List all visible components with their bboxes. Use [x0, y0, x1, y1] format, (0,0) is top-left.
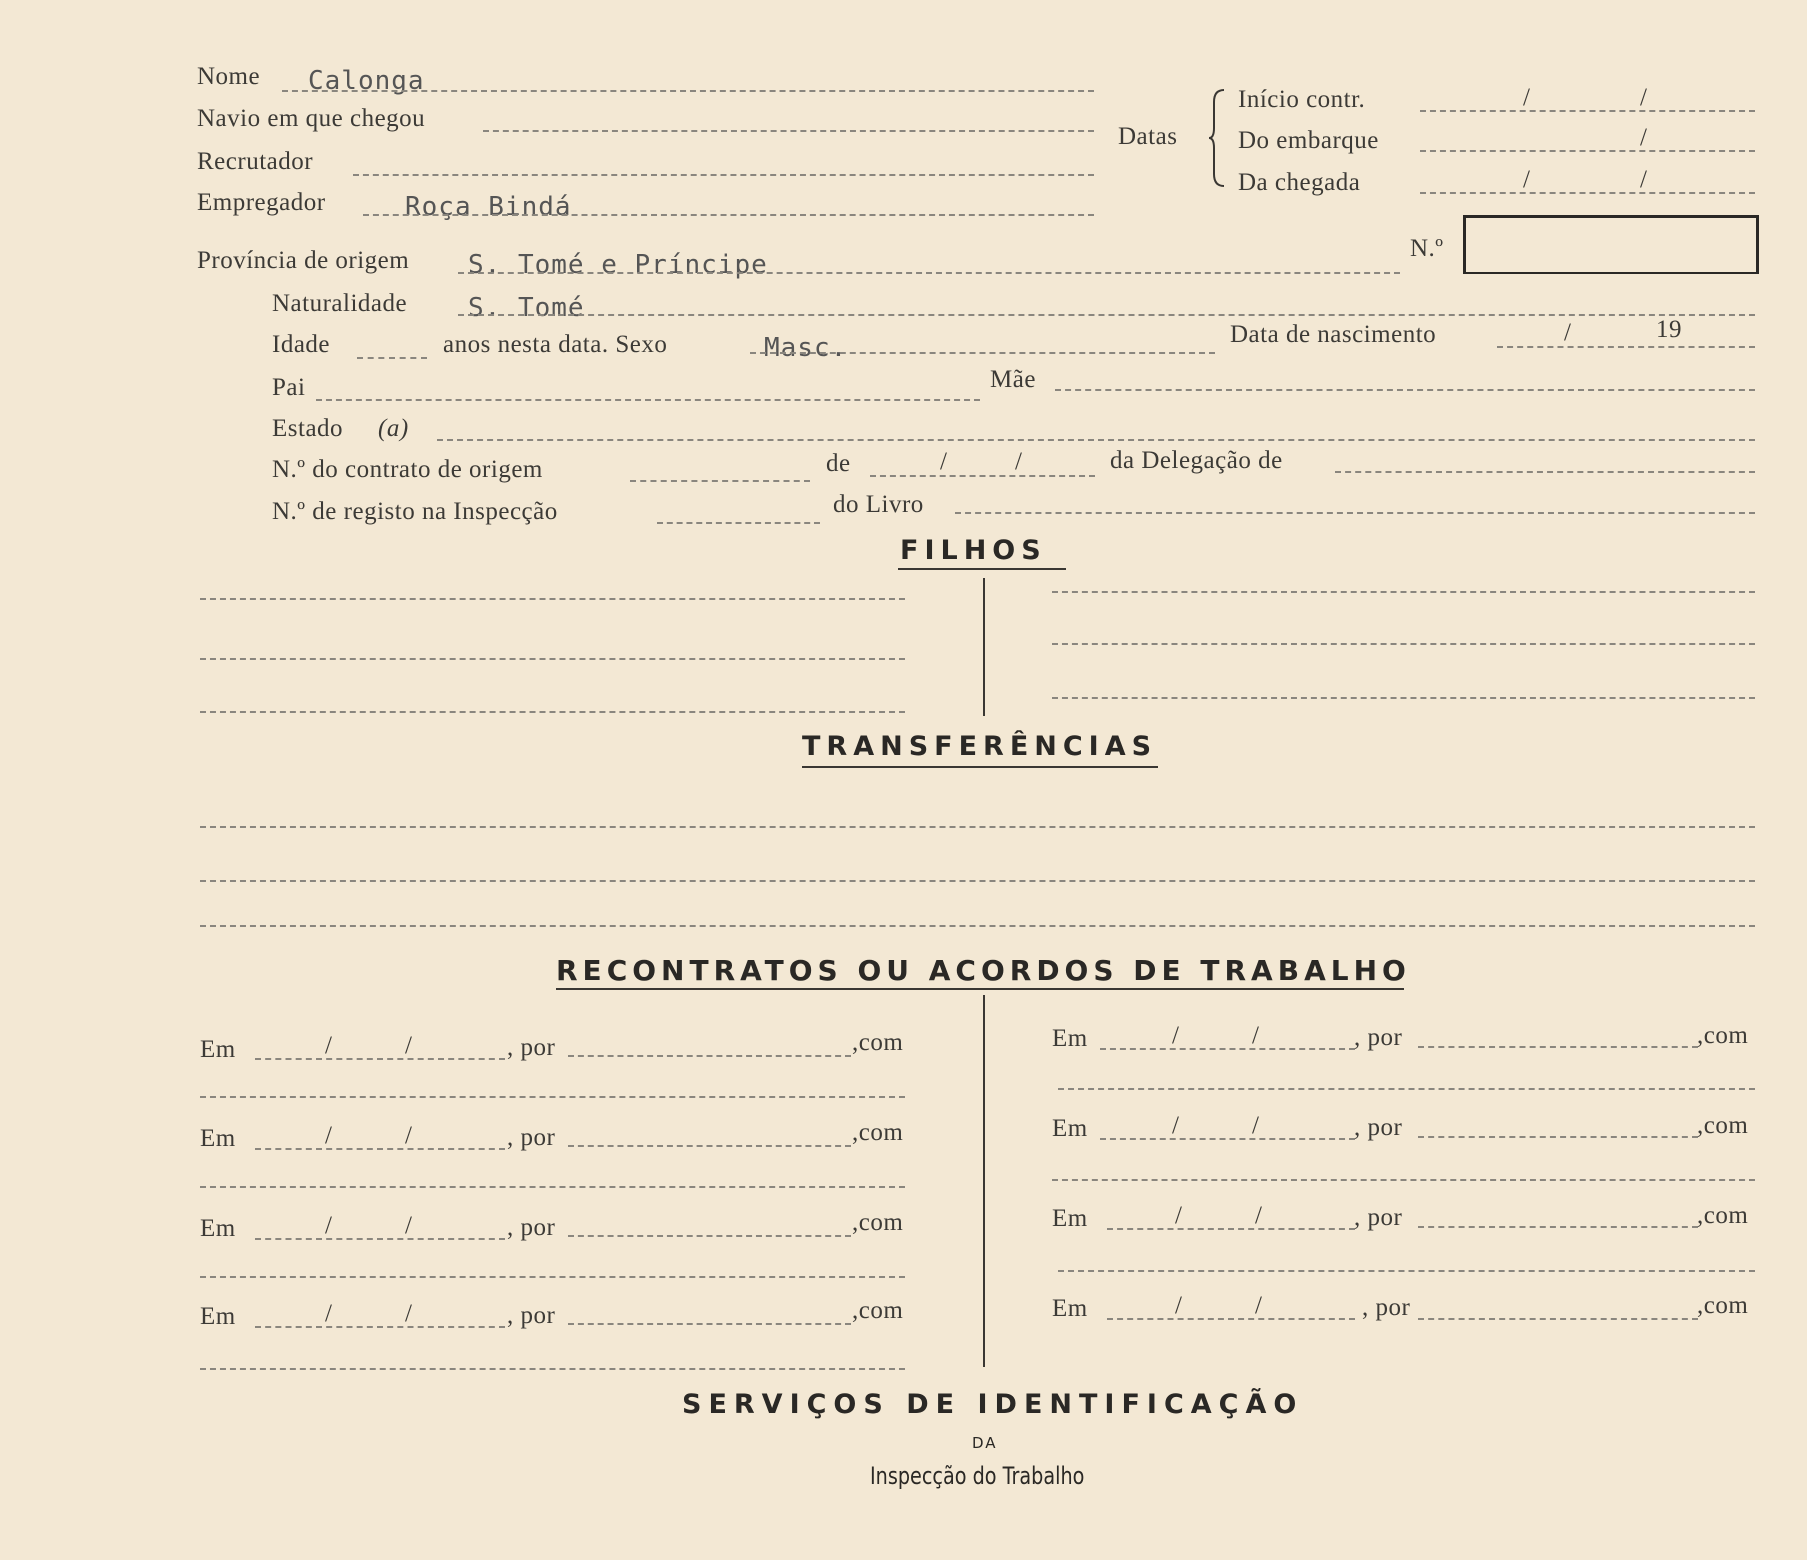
date-line[interactable] — [1100, 1048, 1355, 1050]
numero-box[interactable] — [1463, 215, 1759, 274]
registo-label: N.º de registo na Inspecção — [272, 498, 558, 525]
em-label: Em — [200, 1036, 236, 1063]
date-line[interactable] — [1107, 1318, 1355, 1320]
por-line[interactable] — [1418, 1136, 1698, 1138]
filhos-right-line-1 — [1052, 591, 1755, 593]
em-label: Em — [1052, 1025, 1088, 1052]
provincia-line — [458, 272, 1400, 274]
em-label: Em — [1052, 1205, 1088, 1232]
recontratos-heading: RECONTRATOS OU ACORDOS DE TRABALHO — [556, 954, 1411, 987]
registo-line — [657, 522, 820, 524]
slash: / — [325, 1300, 332, 1327]
recontratos-underline — [556, 988, 1404, 990]
filhos-right-line-2 — [1052, 643, 1755, 645]
em-label: Em — [200, 1215, 236, 1242]
naturalidade-value[interactable]: S. Tomé — [468, 293, 585, 323]
mae-line — [1055, 389, 1755, 391]
estado-note: (a) — [378, 415, 409, 442]
transferencias-heading: TRANSFERÊNCIAS — [802, 731, 1158, 762]
com-label: ,com — [852, 1029, 904, 1056]
slash: / — [1252, 1112, 1259, 1139]
por-label: , por — [507, 1302, 556, 1329]
slash: / — [325, 1032, 332, 1059]
empregador-label: Empregador — [197, 189, 326, 216]
com-label: ,com — [852, 1297, 904, 1324]
com-label: ,com — [852, 1119, 904, 1146]
date-line[interactable] — [255, 1058, 505, 1060]
filhos-left-line-3 — [200, 711, 905, 713]
por-label: , por — [1354, 1024, 1403, 1051]
inicio-slash-2: / — [1640, 84, 1647, 111]
navio-line — [483, 130, 1094, 132]
com-line[interactable] — [1052, 1179, 1755, 1181]
em-label: Em — [1052, 1115, 1088, 1142]
estado-line — [437, 439, 1755, 441]
provincia-label: Província de origem — [197, 247, 410, 274]
idade-label: Idade — [272, 331, 331, 358]
brace-icon — [1208, 88, 1228, 188]
livro-line — [955, 512, 1755, 514]
inicio-label: Início contr. — [1238, 86, 1366, 113]
delegacao-line — [1335, 471, 1755, 473]
footer-title: SERVIÇOS DE IDENTIFICAÇÃO — [682, 1389, 1304, 1420]
contrato-slash-1: / — [940, 448, 947, 475]
com-line[interactable] — [1058, 1270, 1755, 1272]
em-label: Em — [200, 1303, 236, 1330]
por-line[interactable] — [1418, 1226, 1698, 1228]
anos-label: anos nesta data. Sexo — [443, 331, 668, 358]
com-line[interactable] — [200, 1096, 905, 1098]
slash: / — [1175, 1202, 1182, 1229]
contrato-de-label: de — [826, 450, 851, 477]
por-label: , por — [1354, 1204, 1403, 1231]
chegada-label: Da chegada — [1238, 169, 1361, 196]
transferencias-line-2 — [200, 880, 1755, 882]
em-label: Em — [200, 1125, 236, 1152]
por-line[interactable] — [1418, 1318, 1698, 1320]
por-label: , por — [1354, 1114, 1403, 1141]
footer-da: DA — [972, 1434, 998, 1452]
inicio-line — [1420, 110, 1755, 112]
recontratos-divider — [983, 995, 985, 1367]
datas-label: Datas — [1118, 123, 1178, 150]
estado-label: Estado — [272, 415, 344, 442]
por-label: , por — [507, 1124, 556, 1151]
date-line[interactable] — [255, 1148, 505, 1150]
delegacao-label: da Delegação de — [1110, 447, 1283, 474]
nascimento-slash: / — [1564, 319, 1571, 346]
contrato-line — [630, 480, 810, 482]
slash: / — [1175, 1292, 1182, 1319]
com-label: ,com — [1697, 1022, 1749, 1049]
slash: / — [1172, 1022, 1179, 1049]
slash: / — [325, 1212, 332, 1239]
embarque-slash-2: / — [1640, 124, 1647, 151]
com-label: ,com — [1697, 1202, 1749, 1229]
transferencias-line-1 — [200, 826, 1755, 828]
por-label: , por — [507, 1214, 556, 1241]
por-label: , por — [507, 1034, 556, 1061]
livro-label: do Livro — [833, 491, 924, 518]
filhos-heading: FILHOS — [900, 535, 1047, 566]
em-label: Em — [1052, 1295, 1088, 1322]
com-line[interactable] — [200, 1276, 905, 1278]
por-line[interactable] — [568, 1055, 851, 1057]
date-line[interactable] — [1100, 1138, 1355, 1140]
por-line[interactable] — [568, 1145, 851, 1147]
filhos-left-line-1 — [200, 598, 905, 600]
slash: / — [1255, 1202, 1262, 1229]
com-line[interactable] — [200, 1368, 905, 1370]
nascimento-year-prefix: 19 — [1656, 316, 1682, 343]
slash: / — [1252, 1022, 1259, 1049]
empregador-line — [363, 214, 1094, 216]
slash: / — [405, 1032, 412, 1059]
empregador-value[interactable]: Roça Bindá — [405, 192, 572, 222]
embarque-line — [1420, 150, 1755, 152]
nascimento-label: Data de nascimento — [1230, 321, 1437, 348]
chegada-slash-2: / — [1640, 166, 1647, 193]
recrutador-line — [353, 174, 1094, 176]
recrutador-label: Recrutador — [197, 148, 314, 175]
transferencias-line-3 — [200, 925, 1755, 927]
filhos-divider — [983, 578, 985, 716]
com-label: ,com — [852, 1209, 904, 1236]
date-line[interactable] — [1107, 1228, 1355, 1230]
slash: / — [1255, 1292, 1262, 1319]
slash: / — [1172, 1112, 1179, 1139]
contrato-slash-2: / — [1015, 448, 1022, 475]
com-line[interactable] — [1058, 1088, 1755, 1090]
filhos-left-line-2 — [200, 658, 905, 660]
por-line[interactable] — [1418, 1046, 1698, 1048]
numero-label: N.º — [1410, 235, 1444, 262]
contrato-date-line — [870, 475, 1095, 477]
inicio-slash-1: / — [1523, 84, 1530, 111]
provincia-value[interactable]: S. Tomé e Príncipe — [468, 250, 768, 280]
naturalidade-label: Naturalidade — [272, 290, 408, 317]
nome-line — [282, 90, 1094, 92]
chegada-slash-1: / — [1523, 166, 1530, 193]
chegada-line — [1420, 192, 1755, 194]
slash: / — [405, 1122, 412, 1149]
sexo-line — [750, 352, 1215, 354]
por-line[interactable] — [568, 1235, 851, 1237]
sexo-value[interactable]: Masc. — [764, 333, 848, 363]
por-line[interactable] — [568, 1323, 851, 1325]
com-label: ,com — [1697, 1292, 1749, 1319]
mae-label: Mãe — [990, 366, 1036, 393]
slash: / — [405, 1212, 412, 1239]
nome-label: Nome — [197, 63, 261, 90]
slash: / — [405, 1300, 412, 1327]
date-line[interactable] — [255, 1326, 505, 1328]
filhos-right-line-3 — [1052, 697, 1755, 699]
com-line[interactable] — [200, 1186, 905, 1188]
nome-value[interactable]: Calonga — [308, 66, 425, 96]
slash: / — [325, 1122, 332, 1149]
por-label: , por — [1362, 1294, 1411, 1321]
filhos-underline — [898, 568, 1066, 570]
com-label: ,com — [1697, 1112, 1749, 1139]
pai-label: Pai — [272, 374, 306, 401]
transferencias-underline — [802, 766, 1158, 768]
contrato-label: N.º do contrato de origem — [272, 456, 543, 483]
footer-inspeccao: Inspecção do Trabalho — [870, 1462, 1085, 1490]
nascimento-line — [1497, 346, 1755, 348]
idade-line — [357, 357, 427, 359]
date-line[interactable] — [255, 1238, 505, 1240]
navio-label: Navio em que chegou — [197, 105, 426, 132]
embarque-label: Do embarque — [1238, 127, 1379, 154]
pai-line — [316, 399, 980, 401]
naturalidade-line — [458, 314, 1755, 316]
